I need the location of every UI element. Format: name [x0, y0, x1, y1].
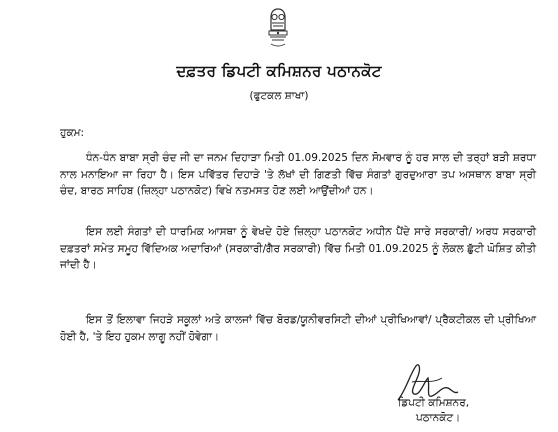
paragraph-1-text: ਧੰਨ-ਧੰਨ ਬਾਬਾ ਸ੍ਰੀ ਚੰਦ ਜੀ ਦਾ ਜਨਮ ਦਿਹਾੜਾ ਮਿਤੀ 01.09.2025 ਦਿਨ ਸੋਮਵਾਰ ਨੂੰ ਹਰ ਸਾਲ ਦੀ ਤਰ੍ਹਾਂ ਬੜੀ ਸ਼ਰਧਾ ਨਾਲ ਮਨਾਇਆ ਜਾ ਰਿਹਾ ਹੈ। ਇਸ ਪਵਿੱਤਰ ਦਿਹਾੜੇ 'ਤੇ ਲੱਖਾਂ ਦੀ ਗਿਣਤੀ ਵਿੱਚ ਸੰਗਤਾਂ ਗੁਰਦੁਆਰਾ ਤਪ ਅਸਥਾਨ ਬਾਬਾ ਸ੍ਰੀ ਚੰਦ, ਬਾਰਠ ਸਾਹਿਬ (ਜ਼ਿਲ੍ਹਾ ਪਠਾਨਕੋਟ) ਵਿਖੇ ਨਤਮਸਤ ਹੋਣ ਲਈ ਆਉਂਦੀਆਂ ਹਨ। [60, 152, 536, 197]
order-label: ਹੁਕਮ: [60, 127, 85, 139]
paragraph-3 [60, 312, 536, 345]
paragraph-3-text: ਇਸ ਤੋਂ ਇਲਾਵਾ ਜਿਹੜੇ ਸਕੂਲਾਂ ਅਤੇ ਕਾਲਜਾਂ ਵਿੱਚ ਬੋਰਡ/ਯੂਨੀਵਰਸਿਟੀ ਦੀਆਂ ਪ੍ਰੀਖਿਆਵਾਂ/ ਪ੍ਰੈਕਟੀਕਲ ਦੀ ਪ੍ਰੀਖਿਆ ਹੋਈ ਹੈ, 'ਤੇ ਇਹ ਹੁਕਮ ਲਾਗੂ ਨਹੀਂ ਹੋਵੇਗਾ। [60, 314, 536, 343]
paragraph-2 [60, 224, 536, 274]
branch-subtitle: (ਫੁਟਕਲ ਸ਼ਾਖਾ) [249, 90, 309, 102]
signatory-designation: ਡਿਪਟੀ ਕਮਿਸ਼ਨਰ, [398, 397, 470, 409]
signatory-block [398, 396, 469, 426]
signatory-place: ਪਠਾਨਕੋਟ। [416, 412, 461, 424]
paragraph-1 [60, 150, 536, 200]
office-title: ਦਫ਼ਤਰ ਡਿਪਟੀ ਕਮਿਸ਼ਨਰ ਪਠਾਨਕੋਟ [176, 62, 382, 80]
paragraph-2-text: ਇਸ ਲਈ ਸੰਗਤਾਂ ਦੀ ਧਾਰਮਿਕ ਆਸਥਾ ਨੂੰ ਵੇਖਦੇ ਹੋਏ ਜ਼ਿਲ੍ਹਾ ਪਠਾਨਕੋਟ ਅਧੀਨ ਪੈਂਦੇ ਸਾਰੇ ਸਰਕਾਰੀ/ ਅਰਧ ਸਰਕਾਰੀ ਦਫ਼ਤਰਾਂ ਸਮੇਤ ਸਮੂਹ ਵਿੱਦਿਅਕ ਅਦਾਰਿਆਂ (ਸਰਕਾਰੀ/ਗੈਰ ਸਰਕਾਰੀ) ਵਿੱਚ ਮਿਤੀ 01.09.2025 ਨੂੰ ਲੋਕਲ ਛੁੱਟੀ ਘੋਸ਼ਿਤ ਕੀਤੀ ਜਾਂਦੀ ਹੈ। [60, 226, 536, 271]
national-emblem-icon [262, 6, 294, 50]
